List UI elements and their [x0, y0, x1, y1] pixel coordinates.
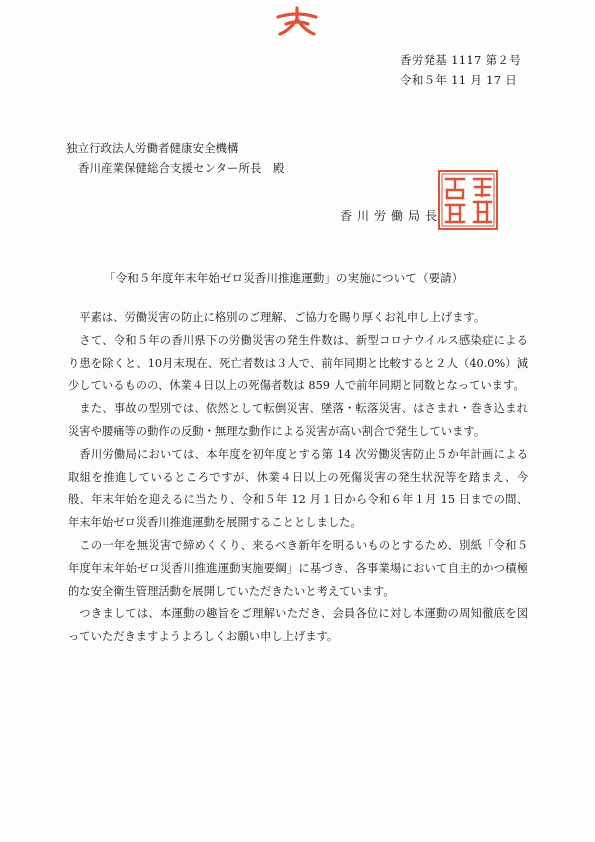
- body-paragraph: 平素は、労働災害の防止に格別のご理解、ご協力を賜り厚くお礼申し上げます。: [79, 311, 486, 324]
- document-subject: 「令和５年度年末年始ゼロ災香川推進運動」の実施について（要請）: [104, 271, 464, 285]
- addressee-block: [66, 138, 285, 178]
- document-body: [68, 307, 528, 649]
- body-paragraph: 香川労働局においては、本年度を初年度とする第 14 次労働災害防止５か年計画による取組を推進しているところですが、休業４日以上の死傷災害の発生状況等を踏まえ、今般、年末年始を迎えるに当たり、令和５年 12 月１日から令和６年１月 15 日までの間、年末年始ゼロ災香川推進運動を展開することとしました。: [68, 447, 528, 530]
- official-seal-icon: [436, 168, 500, 232]
- body-paragraph: つきましては、本運動の趣旨をご理解いただき、会員各位に対し本運動の周知徹底を図っていただきますようよろしくお願い申し上げます。: [68, 607, 528, 644]
- ministry-emblem-icon: [272, 4, 322, 38]
- addressee-organization: 独立行政法人労働者健康安全機構: [66, 141, 239, 155]
- body-paragraph: この一年を無災害で締めくくり、来るべき新年を明るいものとするため、別紙「令和５年度年末年始ゼロ災香川推進運動実施要綱」に基づき、各事業場において自主的かつ積極的な安全衛生管理活動を展開していただきたいと考えています。: [68, 538, 528, 598]
- addressee-recipient: 香川産業保健総合支援センター所長 殿: [78, 161, 285, 175]
- sender-name: 香川労働局長: [340, 209, 443, 223]
- document-reference: [400, 50, 521, 90]
- body-paragraph: さて、令和５年の香川県下の労働災害の発生件数は、新型コロナウイルス感染症によるり患を除くと、10月末現在、死亡者数は３人で、前年同期と比較すると２人（40.0%）減少しているものの、休業４日以上の死傷者数は 859 人で前年同期と同数となっています。: [68, 333, 528, 393]
- document-number: 香労発基 1117 第２号: [400, 53, 521, 67]
- body-paragraph: また、事故の型別では、依然として転倒災害、墜落・転落災害、はさまれ・巻き込まれ災害や腰痛等の動作の反動・無理な動作による災害が高い割合で発生しています。: [68, 402, 528, 438]
- document-date: 令和５年 11 月 17 日: [400, 73, 518, 87]
